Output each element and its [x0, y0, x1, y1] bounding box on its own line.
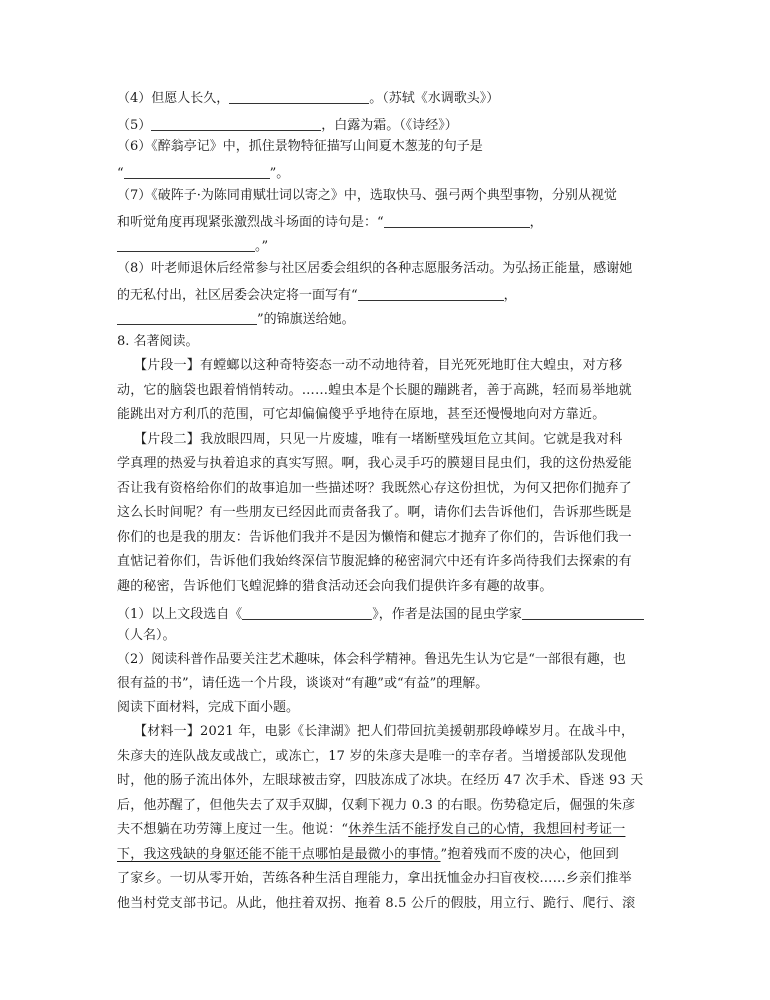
answer-blank[interactable]	[242, 605, 372, 620]
q8-sub1-line2: （人名）。	[117, 628, 176, 643]
material1-line: 朱彦夫的连队战友或战亡，或冻亡，17 岁的朱彦夫是唯一的幸存者。当增援部队发现他	[117, 749, 627, 764]
q8-frag2-line: 直惦记着你们，告诉他们我始终深信节腹泥蜂的秘密洞穴中还有许多尚待我们去探索的有	[117, 554, 632, 569]
q7-item4	[117, 87, 499, 107]
material1-line	[117, 821, 625, 838]
comma: ，	[503, 288, 517, 303]
material1-line: 【材料一】2021 年，电影《长津湖》把人们带回抗美援朝那段峥嵘岁月。在战斗中，	[134, 724, 635, 739]
q7-item5-number: （5）	[117, 118, 152, 133]
q8-sub1-mid: 》，作者是法国的昆虫学家	[372, 607, 522, 622]
answer-blank[interactable]	[384, 213, 530, 228]
q8-sub1-prompt: （1）以上文段选自《	[117, 607, 243, 622]
answer-blank[interactable]	[358, 286, 504, 301]
q7-item5-suffix: ，白露为霜。（《诗经》）	[321, 118, 458, 133]
q8-sub2-line: 很有益的书”，请任选一个片段，谈谈对“有趣”或“有益”的理解。	[117, 676, 489, 691]
underlined-quote: 下，我这残缺的身躯还能不能干点哪怕是最微小的事情。	[117, 847, 441, 862]
material1-line: 他当村党支部书记。从此，他拄着双拐、拖着 8.5 公斤的假肢，用立行、跪行、爬行、滚	[117, 896, 636, 911]
q7-item7-prompt: 和听觉角度再现紧张激烈战斗场面的诗句是：“	[117, 215, 384, 230]
q8-frag2-line: 【片段二】我放眼四周，只见一片废墟，唯有一堵断壁残垣危立其间。它就是我对科	[134, 432, 623, 447]
reading-intro: 阅读下面材料，完成下面小题。	[117, 700, 300, 715]
q7-item6-answer	[117, 162, 289, 182]
close-quote: 。”	[255, 239, 269, 254]
q7-item6: （6）《醉翁亭记》中，抓住景物特征描写山间夏木葱茏的句子是	[117, 139, 483, 154]
q8-sub2-line: （2）阅读科普作品要关注艺术趣味，体会科学精神。鲁迅先生认为它是“一部很有趣，也	[117, 652, 626, 667]
material1-text: 夫不想躺在功劳簿上度过一生。他说：“	[117, 822, 349, 837]
answer-blank[interactable]	[151, 116, 321, 131]
q7-item8-suffix: ”的锦旗送给她。	[257, 312, 355, 327]
q8-frag2-line: 学真理的热爱与执着追求的真实写照。啊，我心灵手巧的膜翅目昆虫们，我的这份热爱能	[117, 456, 632, 471]
q8-frag2-line: 这么长时间呢？有一些朋友已经因此而责备我了。啊，请你们去告诉他们，告诉那些既是	[117, 505, 632, 520]
q7-item8-prompt: 的无私付出，社区居委会决定将一面写有“	[117, 288, 358, 303]
q7-item8-line1: （8）叶老师退休后经常参与社区居委会组织的各种志愿服务活动。为弘扬正能量，感谢她	[117, 261, 633, 276]
q7-item8-line3	[117, 308, 355, 328]
q8-frag1-line: 【片段一】有螳螂以这种奇特姿态一动不动地待着，目光死死地盯住大蝗虫，对方移	[134, 358, 623, 373]
q8-frag1-line: 能跳出对方利爪的范围，可它却偏偏傻乎乎地待在原地，甚至还慢慢地向对方靠近。	[117, 407, 606, 422]
material1-line: 了家乡。一切从零开始，苦练各种生活自理能力，拿出抚恤金办扫盲夜校……乡亲们推举	[117, 871, 632, 886]
q7-item5	[117, 114, 458, 134]
q8-frag2-line: 你们的也是我的朋友：告诉他们我并不是因为懒惰和健忘才抛弃了你们的，告诉他们我一	[117, 530, 632, 545]
q8-sub1	[117, 603, 644, 623]
answer-blank[interactable]	[229, 89, 369, 104]
q7-item7-line3	[117, 235, 268, 255]
q8-title: 8. 名著阅读。	[117, 334, 199, 349]
q7-item7-line2	[117, 211, 543, 231]
answer-blank[interactable]	[117, 237, 255, 252]
q8-frag2-line: 否让我有资格给你们的故事追加一些描述呀？我既然心存这份担忧，为何又把你们抛弃了	[117, 481, 632, 496]
close-quote: ”。	[269, 166, 290, 181]
material1-line: 时，他的肠子流出体外，左眼球被击穿，四肢冻成了冰块。在经历 47 次手术、昏迷 93 天	[117, 773, 644, 788]
open-quote: “	[117, 166, 124, 181]
material1-text: ”抱着残而不废的决心，他回到	[440, 847, 619, 862]
answer-blank[interactable]	[117, 310, 257, 325]
q8-frag2-line: 趣的秘密，告诉他们飞蝗泥蜂的猎食活动还会向我们提供许多有趣的故事。	[117, 579, 553, 594]
q7-item8-line2	[117, 284, 517, 304]
answer-blank[interactable]	[124, 164, 270, 179]
q7-item7-line1: （7）《破阵子·为陈同甫赋壮词以寄之》中，选取快马、强弓两个典型事物，分别从视觉	[117, 188, 617, 203]
q8-frag1-line: 动，它的脑袋也跟着悄悄转动。……蝗虫本是个长腿的蹦跳者，善于高跳，轻而易举地就	[117, 383, 632, 398]
underlined-quote: 休养生活不能抒发自己的心情，我想回村考证一	[348, 822, 626, 837]
q7-item4-prefix: （4）但愿人长久，	[117, 91, 230, 106]
answer-blank[interactable]	[522, 605, 644, 620]
q7-item4-suffix: 。（苏轼《水调歌头》）	[369, 91, 500, 106]
comma: ，	[529, 215, 543, 230]
material1-line: 后，他苏醒了，但他失去了双手双脚，仅剩下视力 0.3 的右眼。伤势稳定后，倔强的朱彦	[117, 798, 636, 813]
material1-line	[117, 846, 619, 863]
